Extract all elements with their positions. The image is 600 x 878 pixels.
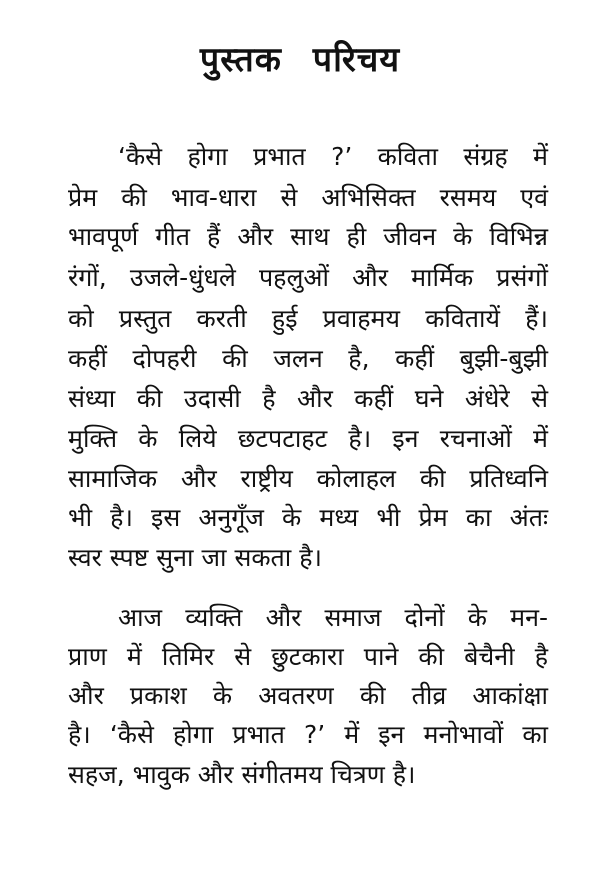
text-line: सामाजिक और राष्ट्रीय कोलाहल की प्रतिध्वनि [68,464,548,493]
text-line: को प्रस्तुत करती हुई प्रवाहमय कवितायें हैं। [68,304,548,333]
text-line: रंगों, उजले-धुंधले पहलुओं और मार्मिक प्रसंगों [68,263,548,292]
text-line: स्वर स्पष्ट सुना जा सकता है। [68,543,322,572]
text-line: आज व्यक्ति और समाज दोनों के मन- [118,603,548,632]
text-line: प्राण में तिमिर से छुटकारा पाने की बेचैनी है [68,642,548,671]
page-title: पुस्तक परिचय [199,40,401,80]
text-line: कहीं दोपहरी की जलन है, कहीं बुझी-बुझी [68,344,548,373]
text-line: प्रेम की भाव-धारा से अभिसिक्त रसमय एवं [68,183,548,212]
text-line: संध्या की उदासी है और कहीं घने अंधेरे से [68,384,548,413]
text-line: मुक्ति के लिये छटपटाहट है। इन रचनाओं में [68,424,548,453]
text-line: ‘कैसे होगा प्रभात ?’ कविता संग्रह में [118,142,548,171]
text-line: भी है। इस अनुगूँज के मध्य भी प्रेम का अंतः [68,503,548,532]
text-line: भावपूर्ण गीत हैं और साथ ही जीवन के विभिन्न [68,222,548,251]
text-line: सहज, भावुक और संगीतमय चित्रण है। [68,760,416,789]
text-line: है। ‘कैसे होगा प्रभात ?’ में इन मनोभावों का [68,720,548,749]
text-line: और प्रकाश के अवतरण की तीव्र आकांक्षा [68,681,548,710]
